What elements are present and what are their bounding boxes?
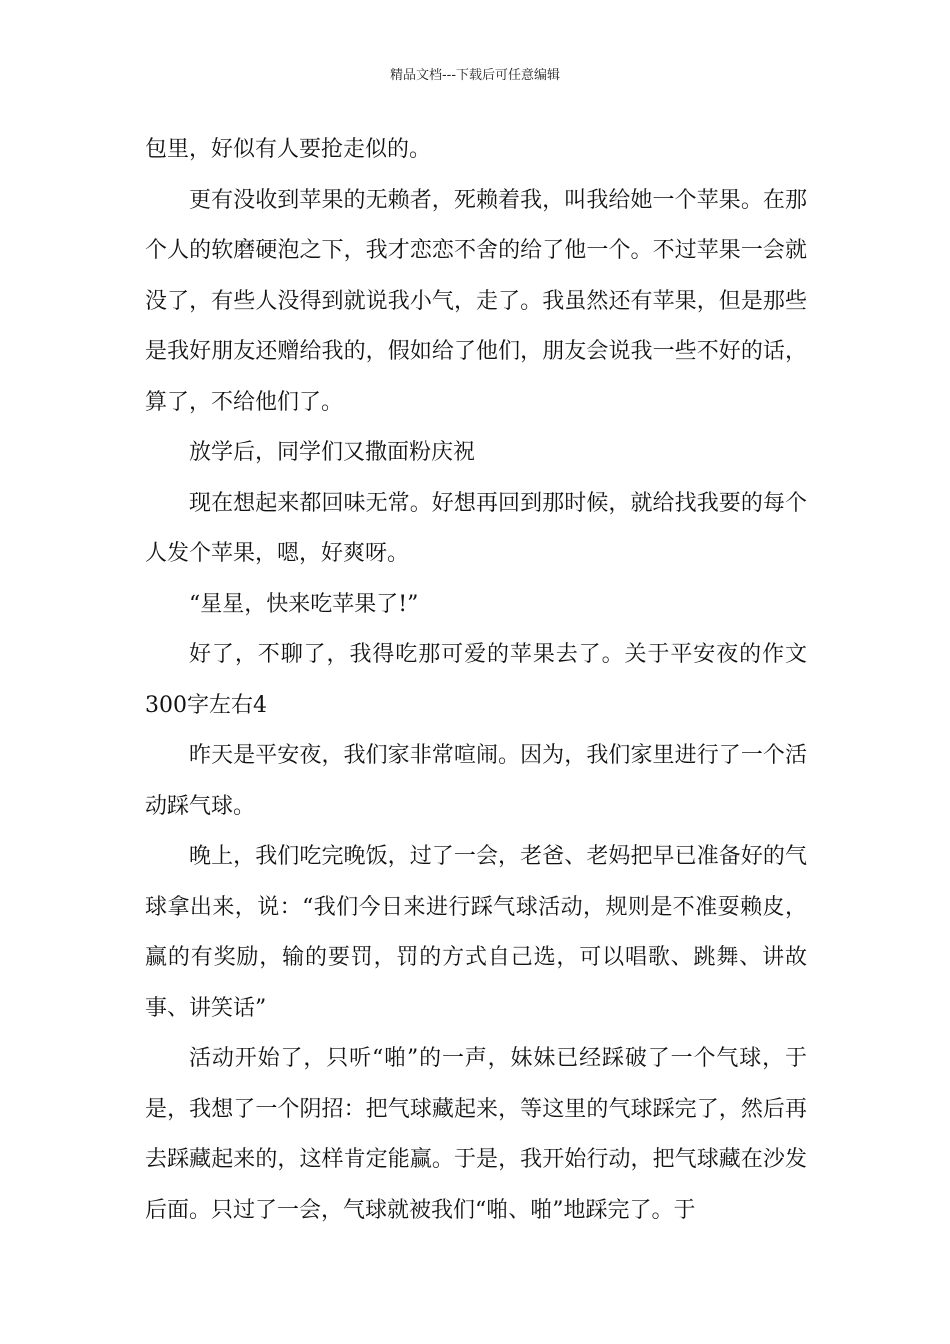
paragraph: “星星，快来吃苹果了!” xyxy=(189,591,419,617)
paragraph: 现在想起来都回味无常。好想再回到那时候，就给找我要的每个人发个苹果，嗯，好爽呀。 xyxy=(145,490,807,566)
paragraph: 活动开始了，只听“啪”的一声，妹妹已经踩破了一个气球，于是，我想了一个阴招：把气球藏起来，等这里的气球踩完了，然后再去踩藏起来的，这样肯定能赢。于是，我开始行动，把气球藏在沙发后面。只过了一会，气球就被我们“啪、啪”地踩完了。于 xyxy=(145,1046,807,1223)
paragraph: 昨天是平安夜，我们家非常喧闹。因为，我们家里进行了一个活动踩气球。 xyxy=(145,743,807,819)
paragraph: 包里，好似有人要抢走似的。 xyxy=(145,137,432,162)
paragraph: 放学后，同学们又撒面粉庆祝 xyxy=(189,440,476,465)
paragraph: 晚上，我们吃完晚饭，过了一会，老爸、老妈把早已准备好的气球拿出来，说：“我们今日来进行踩气球活动，规则是不准耍赖皮，赢的有奖励，输的要罚，罚的方式自己选，可以唱歌、跳舞、讲故事、讲笑话” xyxy=(145,844,807,1021)
page-header: 精品文档---下载后可任意编辑 xyxy=(389,68,561,83)
paragraph: 更有没收到苹果的无赖者，死赖着我，叫我给她一个苹果。在那个人的软磨硬泡之下，我才恋恋不舍的给了他一个。不过苹果一会就没了，有些人没得到就说我小气，走了。我虽然还有苹果，但是那些是我好朋友还赠给我的，假如给了他们，朋友会说我一些不好的话，算了，不给他们了。 xyxy=(145,187,807,415)
paragraph: 好了，不聊了，我得吃那可爱的苹果去了。关于平安夜的作文300字左右4 xyxy=(145,642,807,718)
document-body xyxy=(145,125,807,1236)
